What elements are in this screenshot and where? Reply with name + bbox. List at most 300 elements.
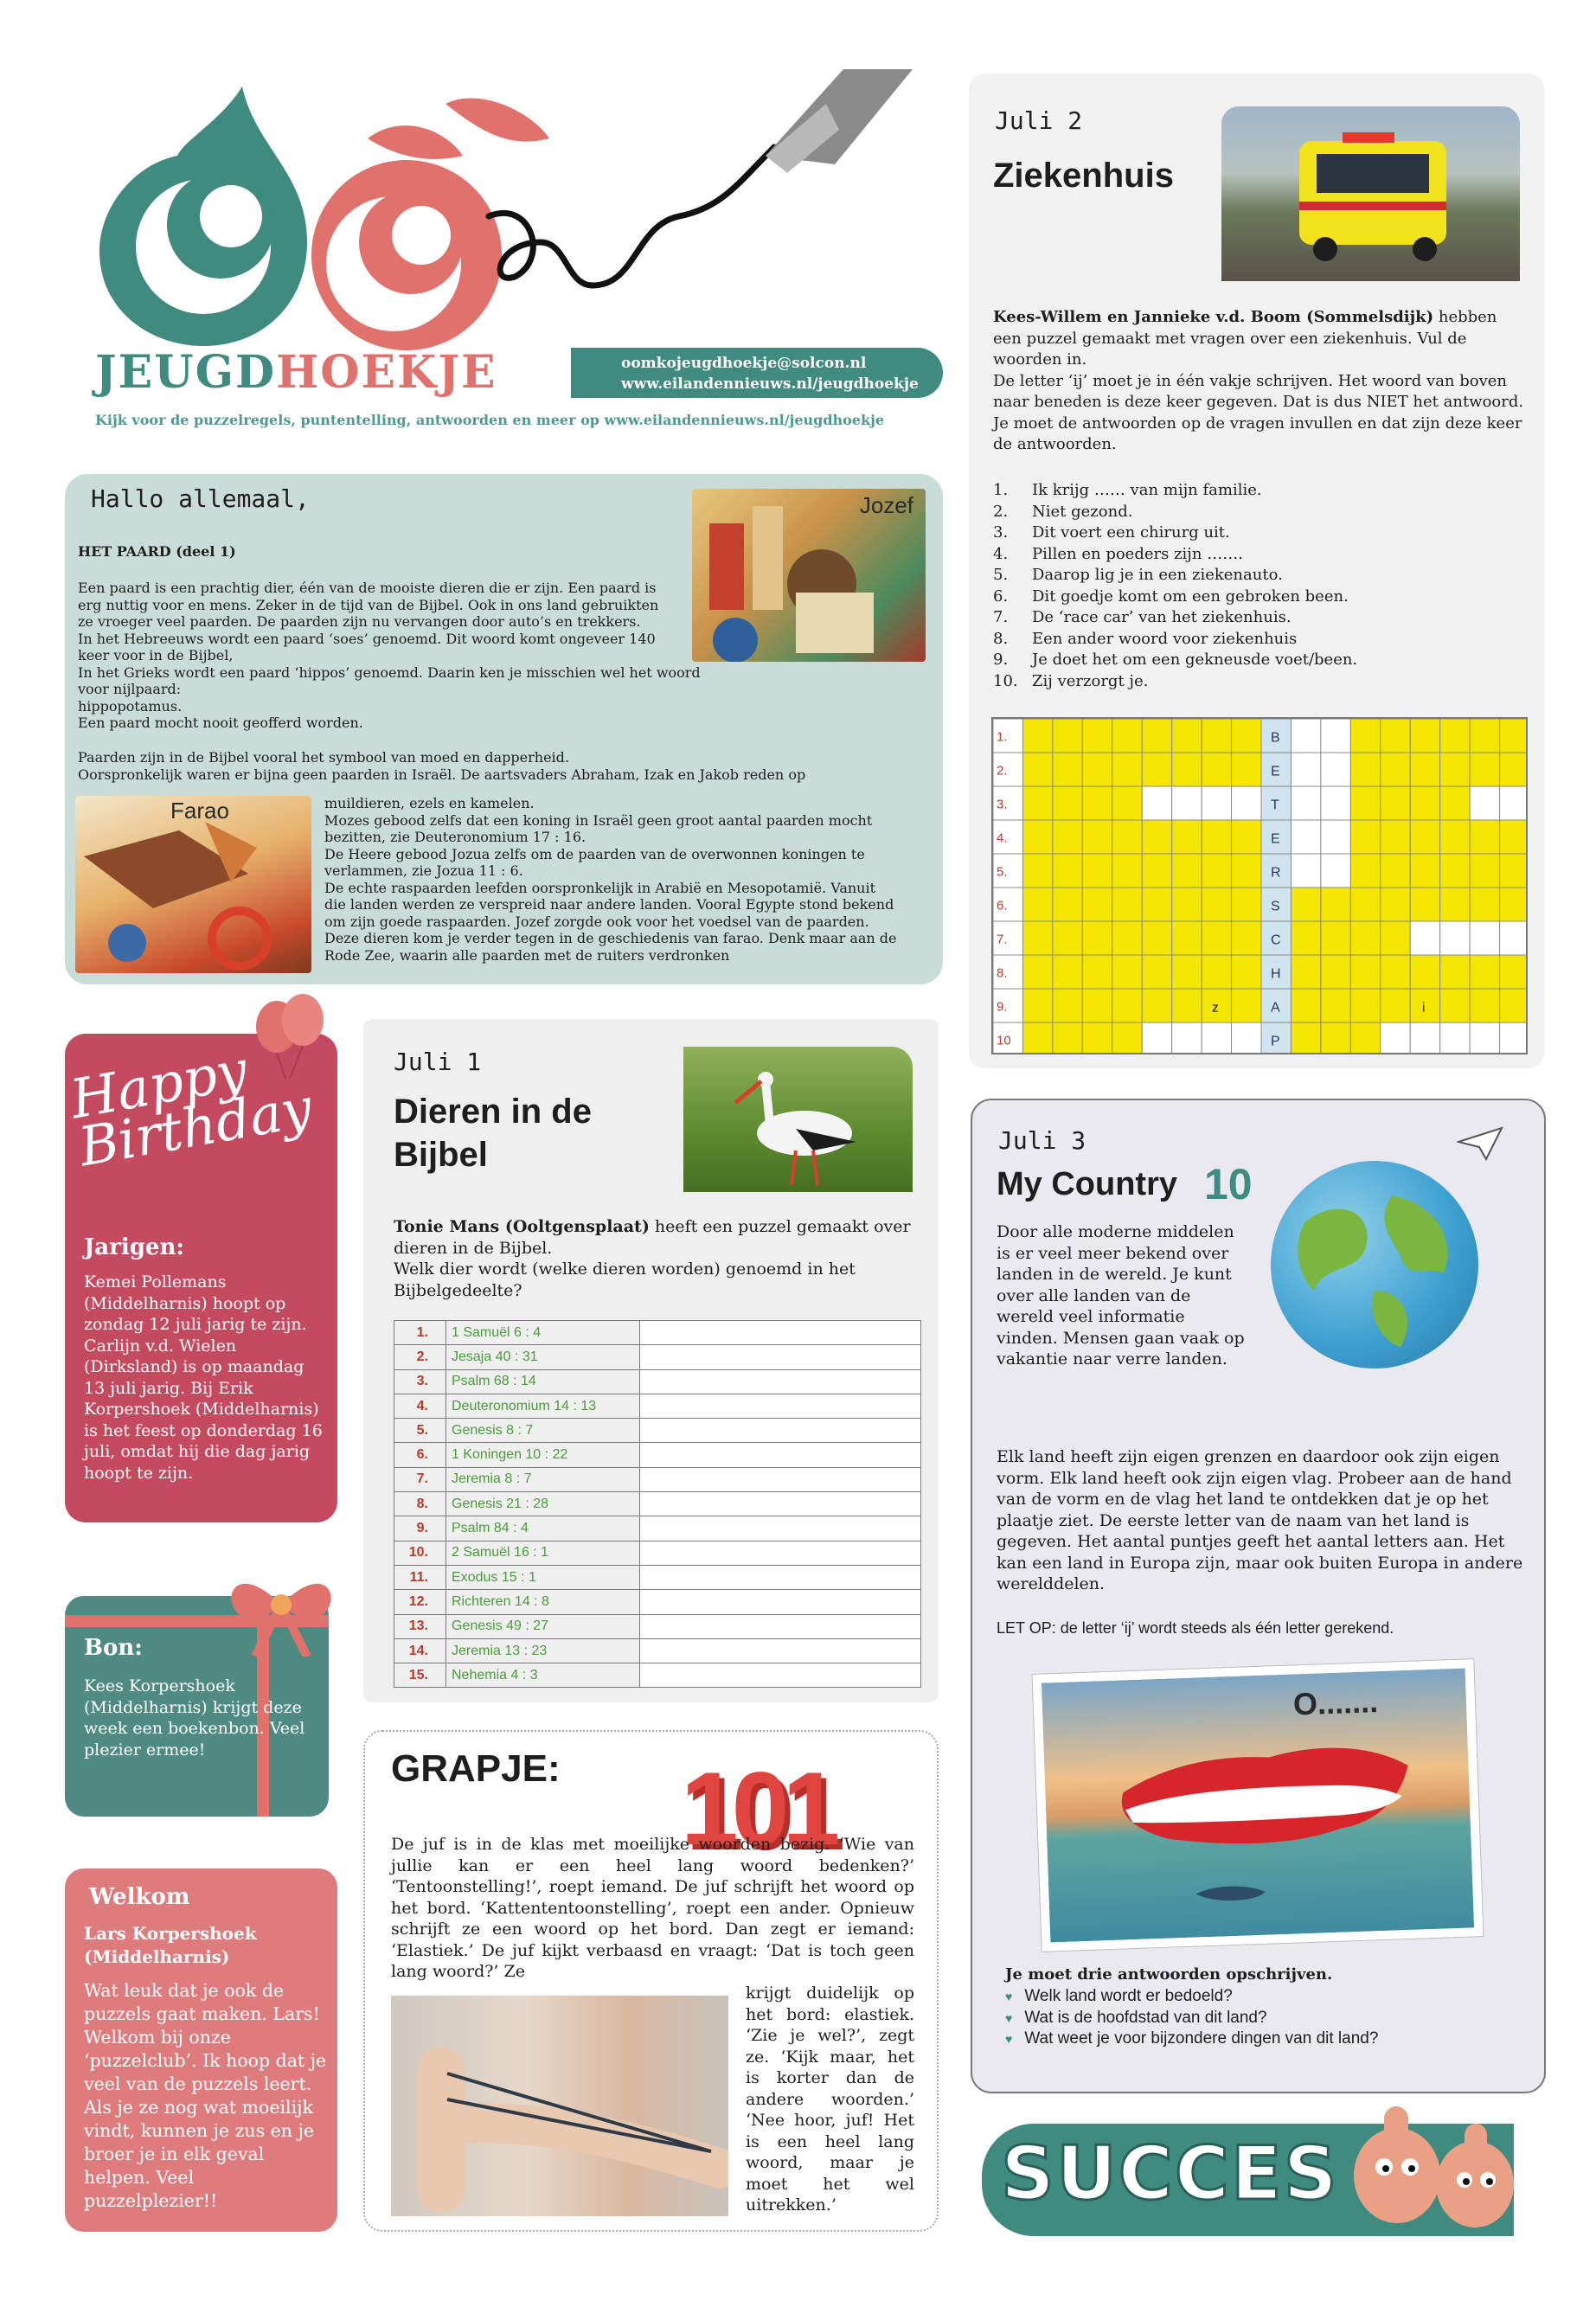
grid-cell[interactable] <box>1500 753 1528 786</box>
grid-cell[interactable] <box>1500 888 1528 921</box>
grid-cell[interactable] <box>1082 888 1112 921</box>
grid-cell[interactable] <box>1232 854 1261 888</box>
juli2-question-number: 5. <box>993 566 1009 584</box>
grid-cell[interactable] <box>1053 854 1082 888</box>
grid-cell[interactable] <box>1172 955 1202 989</box>
grid-cell[interactable] <box>1381 753 1410 786</box>
answer-cell[interactable] <box>640 1565 921 1589</box>
juli2-question-text: Niet gezond. <box>1032 502 1133 521</box>
farao-image <box>75 796 311 973</box>
row-reference: Jeremia 13 : 23 <box>446 1638 640 1663</box>
grid-cell[interactable] <box>1470 989 1499 1022</box>
juli2-question <box>993 565 1529 586</box>
grid-cell[interactable] <box>1232 753 1261 786</box>
grid-cell[interactable] <box>1142 1022 1171 1054</box>
grid-cell[interactable] <box>1440 854 1470 888</box>
grid-cell[interactable] <box>1022 921 1052 955</box>
grid-key-letter: S <box>1271 899 1280 914</box>
bon-text: Kees Korpershoek (Middelharnis) krijgt deze week een boekenbon. Veel plezier ermee! <box>84 1676 305 1759</box>
grid-cell[interactable] <box>1291 719 1320 753</box>
grid-cell[interactable] <box>1440 786 1470 820</box>
grid-cell[interactable] <box>1053 955 1082 989</box>
grid-cell[interactable] <box>1172 820 1202 854</box>
grid-cell[interactable] <box>1381 1022 1410 1054</box>
grid-cell[interactable] <box>1410 753 1439 786</box>
grid-cell[interactable] <box>1172 1022 1202 1054</box>
table-row <box>394 1565 921 1589</box>
grid-cell[interactable] <box>1500 719 1528 753</box>
grid-cell[interactable] <box>1053 888 1082 921</box>
grid-cell[interactable] <box>1022 719 1052 753</box>
row-reference: Richteren 14 : 8 <box>446 1590 640 1614</box>
grid-cell[interactable] <box>1022 989 1052 1022</box>
table-row <box>394 1443 921 1467</box>
grid-cell[interactable] <box>1022 820 1052 854</box>
grid-cell[interactable] <box>1381 719 1410 753</box>
answer-cell[interactable] <box>640 1419 921 1443</box>
grid-cell[interactable] <box>1142 786 1171 820</box>
grid-cell[interactable] <box>1440 921 1470 955</box>
grid-cell[interactable] <box>1440 955 1470 989</box>
grid-cell[interactable] <box>1410 921 1439 955</box>
grid-cell[interactable] <box>1142 854 1171 888</box>
grid-cell[interactable] <box>1500 854 1528 888</box>
row-number: 9. <box>394 1516 446 1541</box>
grid-cell[interactable] <box>1202 786 1231 820</box>
grid-cell[interactable] <box>1470 1022 1499 1054</box>
juli2-question-text: De ‘race car’ van het ziekenhuis. <box>1032 608 1292 626</box>
grid-cell[interactable] <box>1112 786 1142 820</box>
grapje-heading: GRAPJE: <box>391 1747 561 1790</box>
juli2-question <box>993 544 1529 566</box>
grid-cell[interactable] <box>1202 1022 1231 1054</box>
grid-cell[interactable] <box>1053 989 1082 1022</box>
grapje-text-2: krijgt duidelijk op het bord: elastiek. ‘Zie je wel?’, zegt ze. ‘Kijk maar, het is korter dan de andere woorden.’ ‘Nee hoor, juf! Het is een heel lang woord, maar je moet het wel uitrekken.’ <box>746 1984 914 2214</box>
juli1-table <box>394 1320 921 1688</box>
grid-key-letter: R <box>1271 865 1281 881</box>
grid-cell[interactable] <box>1350 955 1380 989</box>
logo-ogen-icon <box>82 69 947 355</box>
grid-cell[interactable] <box>1381 786 1410 820</box>
grid-cell[interactable] <box>1172 989 1202 1022</box>
row-reference: Genesis 21 : 28 <box>446 1492 640 1516</box>
table-row <box>394 1369 921 1394</box>
table-row <box>394 1590 921 1614</box>
answer-cell[interactable] <box>640 1516 921 1541</box>
table-row <box>394 1614 921 1638</box>
crossword-grid[interactable] <box>991 717 1528 1054</box>
row-reference: 2 Samuël 16 : 1 <box>446 1541 640 1565</box>
grid-key-letter: E <box>1271 831 1280 847</box>
row-number: 11. <box>394 1565 446 1589</box>
juli3-question: ♥ Wat is de hoofdstad van dit land? <box>1005 2008 1524 2029</box>
grid-cell[interactable] <box>1500 955 1528 989</box>
grid-cell[interactable] <box>1202 820 1231 854</box>
grid-cell[interactable] <box>1291 753 1320 786</box>
grid-cell[interactable] <box>1053 921 1082 955</box>
answer-cell[interactable] <box>640 1614 921 1638</box>
grid-cell[interactable] <box>1350 854 1380 888</box>
grid-cell[interactable] <box>1500 921 1528 955</box>
birthday-panel <box>65 1034 337 1522</box>
grid-cell[interactable] <box>1350 786 1380 820</box>
grid-cell[interactable] <box>1410 820 1439 854</box>
grid-cell[interactable] <box>1142 753 1171 786</box>
answer-cell[interactable] <box>640 1369 921 1394</box>
grid-cell[interactable] <box>1112 854 1142 888</box>
grid-cell[interactable] <box>1022 786 1052 820</box>
row-reference: 1 Samuël 6 : 4 <box>446 1321 640 1345</box>
juli2-question-list <box>993 480 1529 692</box>
grid-cell[interactable] <box>1082 753 1112 786</box>
grid-cell[interactable] <box>1291 888 1320 921</box>
grid-cell[interactable] <box>1022 955 1052 989</box>
grid-cell[interactable] <box>1321 955 1350 989</box>
grid-cell[interactable] <box>1500 1022 1528 1054</box>
succes-banner <box>982 2124 1514 2236</box>
grid-cell[interactable] <box>1082 854 1112 888</box>
juli3-date: Juli 3 <box>998 1126 1086 1155</box>
grid-cell[interactable] <box>1112 955 1142 989</box>
row-number: 1. <box>394 1321 446 1345</box>
grid-cell[interactable] <box>1112 753 1142 786</box>
row-number: 5. <box>394 1419 446 1443</box>
grid-cell[interactable] <box>1350 921 1380 955</box>
row-reference: Exodus 15 : 1 <box>446 1565 640 1589</box>
ambulance-icon <box>1221 106 1520 281</box>
grid-row-number: 4. <box>997 830 1008 846</box>
grid-cell[interactable] <box>1350 719 1380 753</box>
juli1-panel <box>363 1019 939 1702</box>
grid-cell[interactable] <box>1053 719 1082 753</box>
grid-cell[interactable] <box>1172 888 1202 921</box>
grid-hint-letter: i <box>1422 1000 1426 1016</box>
juli2-question-text: Ik krijg …… van mijn familie. <box>1032 481 1262 499</box>
grid-cell[interactable] <box>1142 989 1171 1022</box>
grid-row-number: 10 <box>997 1033 1011 1048</box>
grid-cell[interactable] <box>1202 888 1231 921</box>
grid-cell[interactable] <box>1350 888 1380 921</box>
grid-cell[interactable] <box>1321 921 1350 955</box>
brand-part1: JEUGD <box>95 346 277 399</box>
grid-cell[interactable] <box>1381 888 1410 921</box>
globe-icon <box>1271 1161 1478 1368</box>
answer-cell[interactable] <box>640 1638 921 1663</box>
row-reference: Genesis 8 : 7 <box>446 1419 640 1443</box>
answer-cell[interactable] <box>640 1492 921 1516</box>
grid-cell[interactable] <box>1232 921 1261 955</box>
hallo-paragraph-2: Paarden zijn in de Bijbel vooral het symbool van moed en dapperheid. Oorspronkelijk waren er bijna geen paarden in Israël. De aartsvaders Abraham, Izak en Jakob reden op <box>78 749 806 783</box>
grid-row-number: 6. <box>997 898 1008 913</box>
grid-cell[interactable] <box>1410 1022 1439 1054</box>
country-image <box>1033 1659 1484 1952</box>
juli2-question <box>993 522 1529 544</box>
contact-website[interactable]: www.eilandennieuws.nl/jeugdhoekje <box>621 375 919 393</box>
grid-cell[interactable] <box>1381 921 1410 955</box>
grid-cell[interactable] <box>1082 820 1112 854</box>
grid-cell[interactable] <box>1291 955 1320 989</box>
grid-cell[interactable] <box>1381 955 1410 989</box>
row-reference: Psalm 68 : 14 <box>446 1369 640 1394</box>
grid-cell[interactable] <box>1022 888 1052 921</box>
grid-cell[interactable] <box>1291 786 1320 820</box>
bon-panel <box>65 1596 329 1817</box>
hallo-paragraph-3: muildieren, ezels en kamelen. Mozes gebood zelfs dat een koning in Israël geen groot aantal paarden mocht bezitten, zie Deuteronomium 17 : 16. De Heere gebood Jozua zelfs om de paarden van de overwonnen koningen te verlammen, zie Jozua 11 : 6. De echte raspaarden leefden oorspronkelijk in Arabië en Mesopotamië. Vanuit die landen werden ze verspreid naar andere landen. Vooral Egypte stond bekend om zijn goede raspaarden. Jozef zorgde ook voor het voedsel van de paarden. Deze dieren kom je verder tegen in de geschiedenis van farao. Denk maar aan de Rode Zee, waarin alle paarden met de ruiters verdronken <box>324 795 897 964</box>
grid-cell[interactable] <box>1500 989 1528 1022</box>
ambulance-image <box>1221 106 1520 281</box>
grid-cell[interactable] <box>1112 921 1142 955</box>
grid-cell[interactable] <box>1440 753 1470 786</box>
row-reference: Psalm 84 : 4 <box>446 1516 640 1541</box>
grid-cell[interactable] <box>1232 786 1261 820</box>
grid-cell[interactable] <box>1440 820 1470 854</box>
grid-cell[interactable] <box>1470 786 1499 820</box>
answer-cell[interactable] <box>640 1663 921 1688</box>
grid-cell[interactable] <box>1500 786 1528 820</box>
grid-cell[interactable] <box>1350 1022 1380 1054</box>
grid-cell[interactable] <box>1321 1022 1350 1054</box>
grid-cell[interactable] <box>1142 888 1171 921</box>
grid-cell[interactable] <box>1350 989 1380 1022</box>
juli1-intro <box>394 1216 913 1301</box>
row-number: 7. <box>394 1467 446 1491</box>
juli2-question-number: 9. <box>993 651 1009 669</box>
grid-cell[interactable] <box>1202 719 1231 753</box>
grid-cell[interactable] <box>1053 753 1082 786</box>
grid-cell[interactable] <box>1172 786 1202 820</box>
juli2-question <box>993 586 1529 608</box>
grid-cell[interactable] <box>1291 854 1320 888</box>
grid-cell[interactable] <box>1232 719 1261 753</box>
grid-cell[interactable] <box>1053 786 1082 820</box>
juli3-intro: Door alle moderne middelen is er veel meer bekend over landen in de wereld. Je kunt over alle landen van de wereld veel informatie vinden. Mensen gaan vaak op vakantie naar verre landen. <box>997 1222 1245 1368</box>
grid-cell[interactable] <box>1142 921 1171 955</box>
grid-cell[interactable] <box>1470 854 1499 888</box>
row-reference: Jeremia 8 : 7 <box>446 1467 640 1491</box>
grid-key-letter: P <box>1271 1034 1280 1049</box>
grid-cell[interactable] <box>1410 989 1439 1022</box>
answer-cell[interactable] <box>640 1541 921 1565</box>
grid-cell[interactable] <box>1470 753 1499 786</box>
juli2-panel <box>969 74 1544 1068</box>
juli3-question: ♥ Wat weet je voor bijzondere dingen van dit land? <box>1005 2029 1524 2050</box>
juli3-letop: LET OP: de letter ‘ij’ wordt steeds als één letter gerekend. <box>997 1619 1394 1637</box>
contact-email[interactable]: oomkojeugdhoekje@solcon.nl <box>621 355 867 372</box>
juli2-question <box>993 650 1529 671</box>
grid-cell[interactable] <box>1291 1022 1320 1054</box>
welkom-name: Lars Korpershoek (Middelharnis) <box>84 1923 257 1967</box>
grid-cell[interactable] <box>1112 1022 1142 1054</box>
grid-cell[interactable] <box>1410 955 1439 989</box>
juli2-date: Juli 2 <box>995 106 1083 135</box>
grid-cell[interactable] <box>1202 921 1231 955</box>
country-flag-shape-icon <box>1042 1669 1474 1943</box>
grid-cell[interactable] <box>1440 1022 1470 1054</box>
grid-cell[interactable] <box>1053 1022 1082 1054</box>
row-reference: Nehemia 4 : 3 <box>446 1663 640 1688</box>
succes-text: SUCCES <box>1001 2131 1339 2217</box>
grid-cell[interactable] <box>1082 921 1112 955</box>
juli2-intro-text: hebben een puzzel gemaakt met vragen over een ziekenhuis. Vul de woorden in. De letter ‘ij’ moet je in één vakje schrijven. Het woord van boven naar beneden is deze keer gegeven. Dat is dus NIET het antwoord. Je moet de antwoorden op de vragen invullen en dat zijn deze keer de antwoorden. <box>993 308 1524 453</box>
juli2-question-text: Zij verzorgt je. <box>1032 671 1149 690</box>
hallo-panel <box>65 474 943 984</box>
grid-row-number: 3. <box>997 797 1008 812</box>
grid-cell[interactable] <box>1321 989 1350 1022</box>
juli2-question <box>993 502 1529 523</box>
grid-cell[interactable] <box>1142 719 1171 753</box>
grid-cell[interactable] <box>1112 719 1142 753</box>
grid-cell[interactable] <box>1172 921 1202 955</box>
row-number: 2. <box>394 1345 446 1369</box>
row-number: 14. <box>394 1638 446 1663</box>
grid-cell[interactable] <box>1291 989 1320 1022</box>
paper-plane-icon <box>1457 1126 1504 1161</box>
grid-cell[interactable] <box>1350 820 1380 854</box>
juli2-question-number: 8. <box>993 629 1009 648</box>
answer-cell[interactable] <box>640 1467 921 1491</box>
juli3-question-list <box>1005 1986 1524 2050</box>
grid-cell[interactable] <box>1142 955 1171 989</box>
grid-cell[interactable] <box>1321 820 1350 854</box>
juli1-intro-text: heeft een puzzel gemaakt over dieren in de Bijbel. Welk dier wordt (welke dieren worden) genoemd in het Bijbelgedeelte? <box>394 1217 911 1300</box>
table-row <box>394 1516 921 1541</box>
grid-key-letter: T <box>1271 798 1279 813</box>
juli2-question <box>993 671 1529 693</box>
juli3-questions-heading: Je moet drie antwoorden opschrijven. <box>1005 1965 1333 1984</box>
grid-cell[interactable] <box>1470 888 1499 921</box>
elastic-hand-image <box>391 1996 728 2216</box>
grid-cell[interactable] <box>1082 955 1112 989</box>
juli2-question-text: Dit voert een chirurg uit. <box>1032 523 1230 542</box>
grid-cell[interactable] <box>1410 719 1439 753</box>
answer-cell[interactable] <box>640 1443 921 1467</box>
answer-cell[interactable] <box>640 1345 921 1369</box>
juli2-intro <box>993 307 1529 456</box>
grid-cell[interactable] <box>1022 753 1052 786</box>
grid-row-number: 9. <box>997 999 1008 1015</box>
juli2-question <box>993 480 1529 502</box>
grid-cell[interactable] <box>1172 854 1202 888</box>
answer-cell[interactable] <box>640 1590 921 1614</box>
grid-cell[interactable] <box>1112 888 1142 921</box>
grid-cell[interactable] <box>1410 786 1439 820</box>
grapje-text: De juf is in de klas met moeilijke woorden bezig. ‘Wie van jullie kan er een heel lang woord bedenken?’ ‘Tentoonstelling!’, roept iemand. De juf schrijft het woord op het bord. ‘Kattententoonstelling’, roept een ander. Opnieuw schrijft ze een woord op het bord. Dan zegt er iemand: ‘Elastiek.’ De juf kijkt verbaasd en vraagt: ‘Dat is toch geen lang woord?’ Ze <box>391 1835 914 1981</box>
grid-cell[interactable] <box>1381 854 1410 888</box>
welkom-panel <box>65 1868 337 2232</box>
juli2-question-number: 1. <box>993 481 1009 499</box>
grid-row-number: 5. <box>997 864 1008 880</box>
juli3-panel <box>971 1099 1546 2093</box>
grid-cell[interactable] <box>1112 820 1142 854</box>
grid-cell[interactable] <box>1321 854 1350 888</box>
row-reference: Deuteronomium 14 : 13 <box>446 1394 640 1418</box>
answer-cell[interactable] <box>640 1321 921 1345</box>
grid-cell[interactable] <box>1082 1022 1112 1054</box>
welkom-text: Wat leuk dat je ook de puzzels gaat maken. Lars! Welkom bij onze ‘puzzelclub’. Ik hoop dat je veel van de puzzels leert. Als je ze nog wat moeilijk vindt, kunnen je zus en je broer je in elk geval helpen. Veel puzzelplezier!! <box>84 1980 327 2211</box>
table-row <box>394 1467 921 1491</box>
grid-cell[interactable] <box>1440 719 1470 753</box>
grapje-number: 101 <box>681 1751 834 1867</box>
grid-cell[interactable] <box>1022 1022 1052 1054</box>
grid-cell[interactable] <box>1202 955 1231 989</box>
grid-cell[interactable] <box>1172 719 1202 753</box>
grid-cell[interactable] <box>1202 753 1231 786</box>
grid-cell[interactable] <box>1321 719 1350 753</box>
grid-cell[interactable] <box>1500 820 1528 854</box>
juli1-date: Juli 1 <box>394 1048 482 1076</box>
grid-hint-letter: z <box>1212 1000 1219 1016</box>
grid-cell[interactable] <box>1321 753 1350 786</box>
grid-cell[interactable] <box>1410 888 1439 921</box>
grid-key-letter: E <box>1271 764 1280 779</box>
grid-cell[interactable] <box>1053 820 1082 854</box>
grid-cell[interactable] <box>1470 921 1499 955</box>
grid-cell[interactable] <box>1381 820 1410 854</box>
grid-cell[interactable] <box>1470 955 1499 989</box>
grapje-panel <box>363 1730 939 2232</box>
contact-pill <box>571 348 943 398</box>
grid-cell[interactable] <box>1232 955 1261 989</box>
grid-cell[interactable] <box>1381 989 1410 1022</box>
answer-cell[interactable] <box>640 1394 921 1418</box>
row-number: 12. <box>394 1590 446 1614</box>
grid-cell[interactable] <box>1350 753 1380 786</box>
juli2-question-number: 2. <box>993 502 1009 521</box>
stork-icon <box>683 1047 913 1192</box>
birthday-text: Kemei Pollemans (Middelharnis) hoopt op zondag 12 juli jarig te zijn. Carlijn v.d. Wielen (Dirksland) is op maandag 13 juli jarig. Bij Erik Korpershoek (Middelharnis) is het feest op donderdag 16 juli, omdat hij die dag jarig hoopt te zijn. <box>84 1272 323 1483</box>
grid-cell[interactable] <box>1291 921 1320 955</box>
row-number: 10. <box>394 1541 446 1565</box>
grid-cell[interactable] <box>1142 820 1171 854</box>
grid-cell[interactable] <box>1202 854 1231 888</box>
grid-cell[interactable] <box>1410 854 1439 888</box>
grid-row-number: 1. <box>997 729 1008 745</box>
grid-cell[interactable] <box>1470 719 1499 753</box>
table-row <box>394 1541 921 1565</box>
grid-cell[interactable] <box>1321 888 1350 921</box>
table-row <box>394 1638 921 1663</box>
grid-cell[interactable] <box>1082 786 1112 820</box>
juli1-title: Dieren in de Bijbel <box>394 1093 592 1174</box>
grid-cell[interactable] <box>1172 753 1202 786</box>
row-number: 8. <box>394 1492 446 1516</box>
grid-cell[interactable] <box>1232 820 1261 854</box>
grid-cell[interactable] <box>1082 989 1112 1022</box>
stork-image <box>683 1047 913 1192</box>
juli2-question-text: Daarop lig je in een ziekenauto. <box>1032 566 1283 584</box>
juli2-title: Ziekenhuis <box>993 157 1174 195</box>
bon-heading: Bon: <box>84 1635 143 1661</box>
grid-cell[interactable] <box>1440 888 1470 921</box>
grid-cell[interactable] <box>1291 820 1320 854</box>
grid-cell[interactable] <box>1232 1022 1261 1054</box>
grid-cell[interactable] <box>1232 888 1261 921</box>
grid-cell[interactable] <box>1232 989 1261 1022</box>
juli2-question-number: 3. <box>993 523 1009 542</box>
continents-icon <box>1271 1161 1478 1368</box>
juli2-question-number: 10. <box>993 671 1018 690</box>
grid-cell[interactable] <box>1440 989 1470 1022</box>
grid-cell[interactable] <box>1112 989 1142 1022</box>
grid-key-letter: C <box>1271 933 1281 948</box>
grid-cell[interactable] <box>1470 820 1499 854</box>
grid-cell[interactable] <box>1082 719 1112 753</box>
row-number: 6. <box>394 1443 446 1467</box>
grid-cell[interactable] <box>1022 854 1052 888</box>
juli2-question <box>993 607 1529 629</box>
juli1-author: Tonie Mans (Ooltgensplaat) <box>394 1217 650 1236</box>
grid-cell[interactable] <box>1321 786 1350 820</box>
